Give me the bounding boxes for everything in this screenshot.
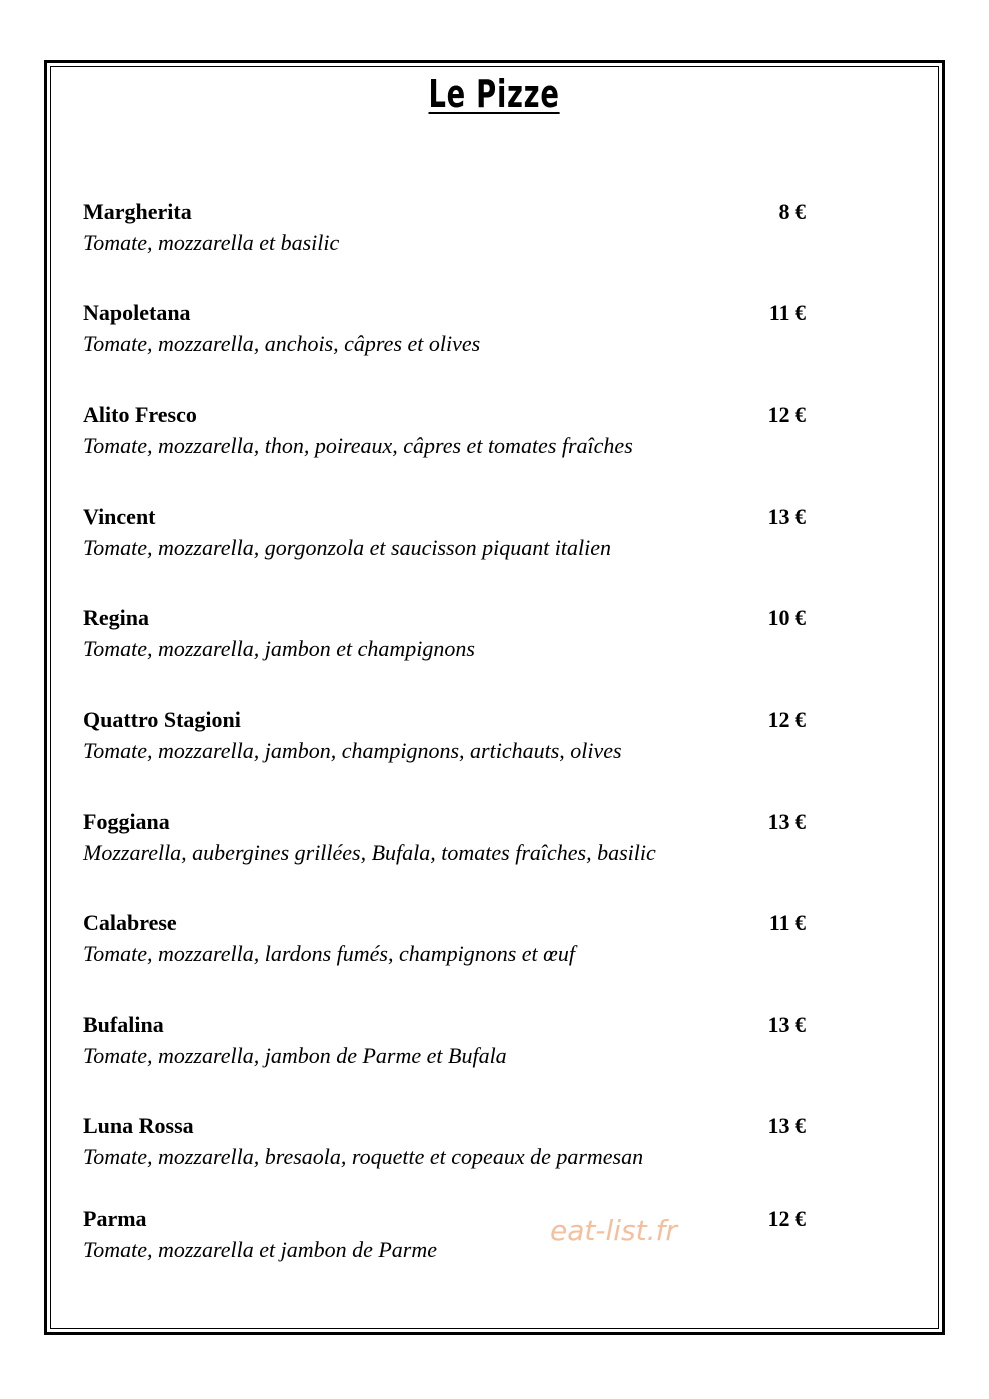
item-description: Mozzarella, aubergines grillées, Bufala, tomates fraîches, basilic — [83, 840, 656, 865]
item-price: 13 € — [767, 1012, 806, 1037]
item-price: 13 € — [767, 1113, 806, 1138]
item-name: Calabrese — [83, 910, 177, 935]
item-name: Foggiana — [83, 809, 170, 834]
item-price: 12 € — [767, 402, 806, 427]
item-price: 13 € — [767, 504, 806, 529]
menu-item-calabrese — [83, 910, 823, 974]
item-description: Tomate, mozzarella, lardons fumés, champignons et œuf — [83, 941, 575, 966]
menu-item-parma — [83, 1206, 823, 1270]
item-description: Tomate, mozzarella, gorgonzola et saucisson piquant italien — [83, 535, 612, 560]
item-price: 12 € — [767, 707, 806, 732]
item-description: Tomate, mozzarella et jambon de Parme — [83, 1237, 438, 1262]
item-description: Tomate, mozzarella, bresaola, roquette et copeaux de parmesan — [83, 1144, 644, 1169]
menu-item-luna-rossa — [83, 1113, 823, 1177]
item-name: Alito Fresco — [83, 402, 197, 427]
item-description: Tomate, mozzarella, thon, poireaux, câpres et tomates fraîches — [83, 433, 633, 458]
item-description: Tomate, mozzarella, jambon, champignons, artichauts, olives — [83, 738, 622, 763]
menu-item-regina — [83, 605, 823, 669]
item-price: 11 € — [768, 300, 806, 325]
item-description: Tomate, mozzarella, jambon et champignons — [83, 636, 475, 661]
item-price: 12 € — [767, 1206, 806, 1231]
item-name: Margherita — [83, 199, 192, 224]
menu-item-margherita — [83, 199, 823, 263]
watermark: eat-list.fr — [550, 1214, 677, 1247]
item-name: Quattro Stagioni — [83, 707, 241, 732]
item-price: 8 € — [778, 199, 806, 224]
menu-item-foggiana — [83, 809, 823, 873]
item-price: 10 € — [767, 605, 806, 630]
item-description: Tomate, mozzarella et basilic — [83, 230, 340, 255]
menu-item-alito-fresco — [83, 402, 823, 466]
menu-item-quattro-stagioni — [83, 707, 823, 771]
item-description: Tomate, mozzarella, anchois, câpres et olives — [83, 331, 481, 356]
menu-title-text: Le Pizze — [428, 72, 561, 116]
item-price: 11 € — [768, 910, 806, 935]
item-name: Regina — [83, 605, 149, 630]
item-name: Vincent — [83, 504, 156, 529]
item-price: 13 € — [767, 809, 806, 834]
item-name: Napoletana — [83, 300, 191, 325]
menu-item-vincent — [83, 504, 823, 568]
menu-item-bufalina — [83, 1012, 823, 1076]
menu-title — [0, 72, 989, 116]
item-name: Bufalina — [83, 1012, 164, 1037]
item-description: Tomate, mozzarella, jambon de Parme et Bufala — [83, 1043, 507, 1068]
item-name: Luna Rossa — [83, 1113, 194, 1138]
item-name: Parma — [83, 1206, 147, 1231]
menu-item-napoletana — [83, 300, 823, 364]
